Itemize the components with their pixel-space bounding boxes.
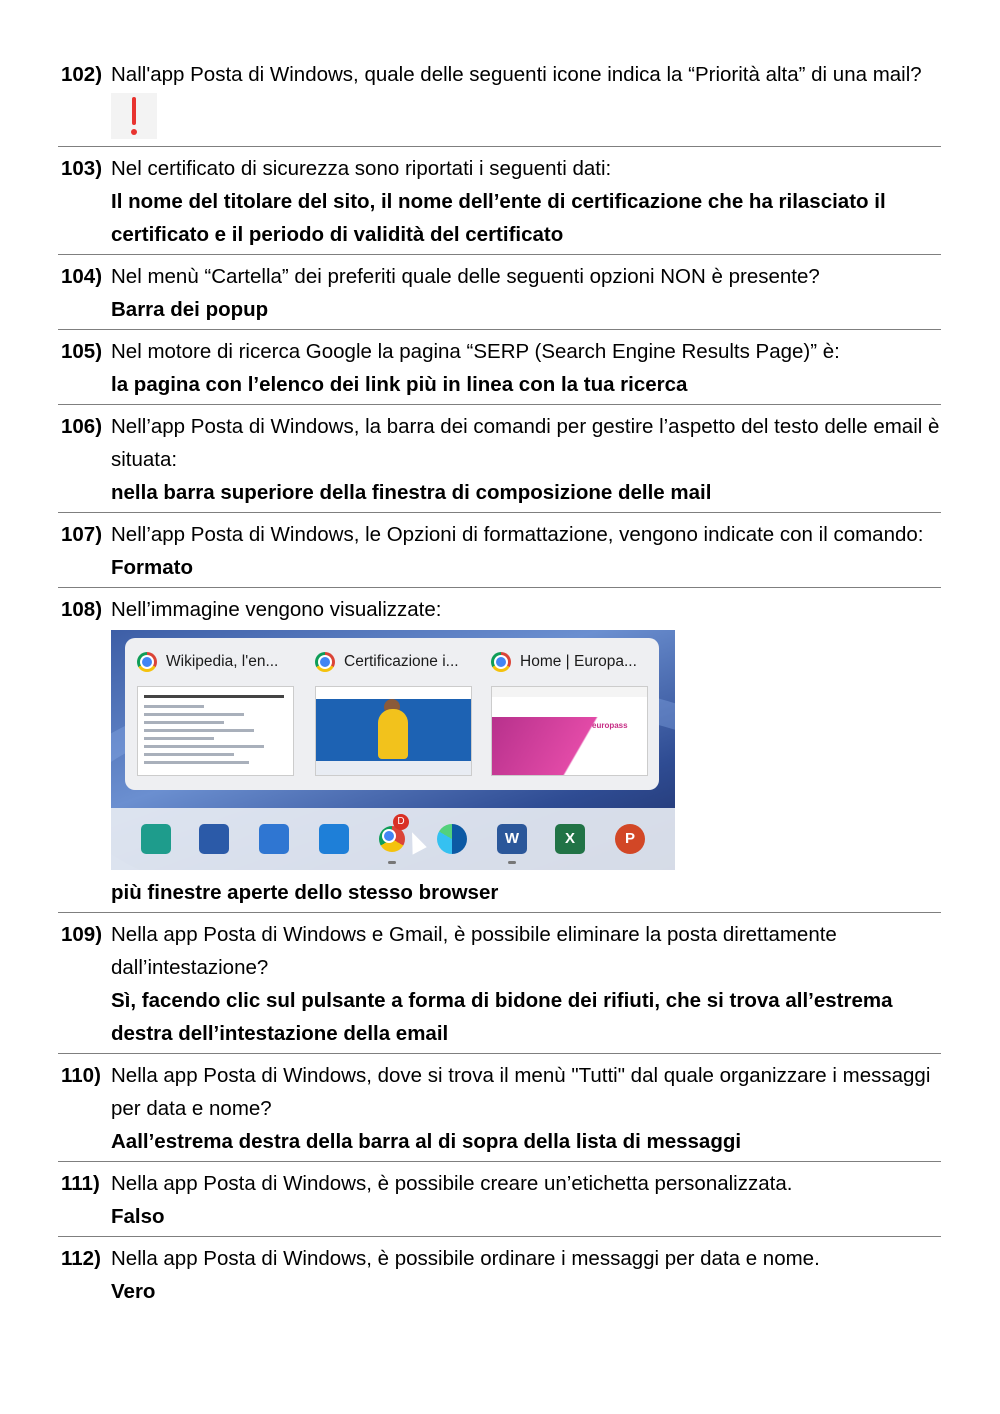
mail-icon[interactable]	[319, 824, 349, 854]
question-text: Nella app Posta di Windows, è possibile ordinare i messaggi per data e nome.	[111, 1247, 820, 1270]
word-icon[interactable]: W	[497, 824, 527, 854]
question-text: Nella app Posta di Windows, dove si trova il menù "Tutti" dal quale organizzare i messaggi per data e nome?	[111, 1064, 931, 1120]
question-number: 107)	[61, 523, 103, 546]
question-text: Nel menù “Cartella” dei preferiti quale delle seguenti opzioni NON è presente?	[111, 265, 820, 288]
chrome-icon	[315, 652, 335, 672]
answer-text: Falso	[111, 1205, 165, 1228]
chrome-icon	[491, 652, 511, 672]
preview-window-3	[491, 648, 661, 776]
question-text: Nall'app Posta di Windows, quale delle seguenti icone indica la “Priorità alta” di una mail?	[111, 63, 922, 86]
question-number: 102)	[61, 63, 103, 86]
question-text: Nell’immagine vengono visualizzate:	[111, 598, 442, 621]
question-number: 104)	[61, 265, 103, 288]
question-106	[58, 410, 941, 513]
preview-title: Certificazione i...	[344, 653, 459, 670]
answer-text: Barra dei popup	[111, 298, 269, 321]
answer-text: Formato	[111, 556, 193, 579]
sandbox-icon[interactable]	[141, 824, 171, 854]
question-text: Nel certificato di sicurezza sono riportati i seguenti dati:	[111, 157, 612, 180]
chrome-taskbar-icon[interactable]	[377, 816, 407, 854]
preview-title: Home | Europa...	[520, 653, 637, 670]
question-104	[58, 260, 941, 330]
preview-window-2	[315, 648, 485, 776]
question-text: Nell’app Posta di Windows, la barra dei comandi per gestire l’aspetto del testo delle email è situata:	[111, 415, 940, 471]
question-text: Nella app Posta di Windows e Gmail, è possibile eliminare la posta direttamente dall’intestazione?	[111, 923, 837, 979]
edge-icon[interactable]	[437, 824, 467, 854]
question-109	[58, 918, 941, 1054]
question-number: 108)	[61, 598, 103, 621]
question-text: Nella app Posta di Windows, è possibile creare un’etichetta personalizzata.	[111, 1172, 793, 1195]
answer-text: Sì, facendo clic sul pulsante a forma di bidone dei rifiuti, che si trova all’estrema destra dell’intestazione della email	[111, 989, 893, 1045]
question-number: 105)	[61, 340, 103, 363]
preview-title: Wikipedia, l'en...	[166, 653, 279, 670]
question-text: Nell’app Posta di Windows, le Opzioni di formattazione, vengono indicate con il comando:	[111, 523, 924, 546]
taskbar-screenshot	[111, 630, 675, 870]
question-number: 112)	[61, 1247, 101, 1270]
browser-previews	[125, 638, 659, 790]
question-number: 110)	[61, 1064, 101, 1087]
europass-logo: europass	[592, 721, 628, 730]
question-number: 109)	[61, 923, 103, 946]
taskbar	[111, 808, 675, 870]
question-number: 106)	[61, 415, 103, 438]
question-number: 111)	[61, 1172, 100, 1195]
chrome-badge: D	[393, 814, 409, 830]
question-108	[58, 593, 941, 913]
question-text: Nel motore di ricerca Google la pagina “SERP (Search Engine Results Page)” è:	[111, 340, 840, 363]
answer-text: Aall’estrema destra della barra al di sopra della lista di messaggi	[111, 1130, 742, 1153]
powerpoint-icon[interactable]: P	[615, 824, 645, 854]
question-105	[58, 335, 941, 405]
preview-window-1	[137, 648, 307, 776]
exclamation-icon	[111, 93, 157, 139]
question-number: 103)	[61, 157, 103, 180]
question-110	[58, 1059, 941, 1162]
answer-text: Vero	[111, 1280, 156, 1303]
answer-text: Il nome del titolare del sito, il nome dell’ente di certificazione che ha rilasciato il certificato e il periodo di validità del certificato	[111, 190, 886, 246]
question-list	[58, 58, 941, 1316]
app-installer-icon[interactable]	[199, 824, 229, 854]
answer-text: nella barra superiore della finestra di composizione delle mail	[111, 481, 712, 504]
chrome-icon	[137, 652, 157, 672]
answer-text: la pagina con l’elenco dei link più in linea con la tua ricerca	[111, 373, 688, 396]
question-112	[58, 1242, 941, 1311]
excel-icon[interactable]: X	[555, 824, 585, 854]
answer-text: più finestre aperte dello stesso browser	[111, 881, 499, 904]
question-103	[58, 152, 941, 255]
question-102	[58, 58, 941, 147]
calendar-icon[interactable]	[259, 824, 289, 854]
question-111	[58, 1167, 941, 1237]
question-107	[58, 518, 941, 588]
